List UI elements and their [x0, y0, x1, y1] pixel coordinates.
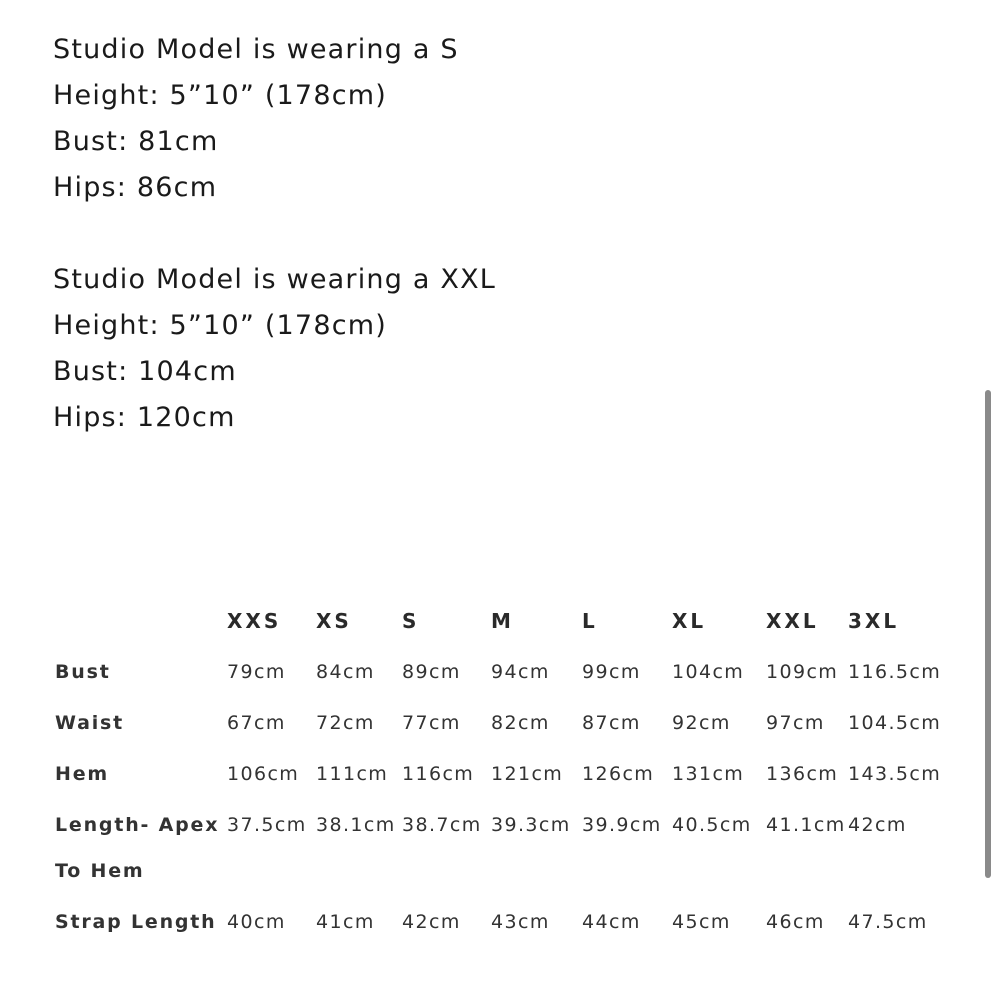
size-header-row: [55, 598, 948, 649]
row-label-line: Length- Apex: [55, 814, 220, 836]
size-header: XL: [672, 609, 707, 633]
header-spacer: [55, 598, 227, 649]
model-hips-text: Hips: 120cm: [53, 402, 236, 433]
measurement-cell: 41.1cm: [766, 814, 846, 836]
size-header: 3XL: [848, 609, 900, 633]
measurement-cell: 87cm: [582, 712, 641, 734]
size-header: XXL: [766, 609, 819, 633]
table-row-waist: [55, 700, 948, 751]
measurement-cell: 72cm: [316, 712, 375, 734]
row-label: Bust: [55, 661, 111, 683]
model-height-text: Height: 5”10” (178cm): [53, 80, 387, 111]
vertical-scrollbar-thumb[interactable]: [985, 390, 991, 878]
row-label: Strap Length: [55, 911, 217, 933]
measurement-cell: 45cm: [672, 911, 731, 933]
measurement-cell: 126cm: [582, 763, 655, 785]
measurement-cell: 97cm: [766, 712, 825, 734]
measurement-cell: 99cm: [582, 661, 641, 683]
measurement-cell: 94cm: [491, 661, 550, 683]
table-row-strap-length: [55, 899, 948, 950]
measurement-cell: 37.5cm: [227, 814, 307, 836]
measurement-cell: 38.1cm: [316, 814, 396, 836]
measurement-cell: 116.5cm: [848, 661, 942, 683]
measurement-cell: 43cm: [491, 911, 550, 933]
measurement-cell: 40cm: [227, 911, 286, 933]
measurement-cell: 121cm: [491, 763, 564, 785]
size-header: XXS: [227, 609, 282, 633]
model-bust-text: Bust: 104cm: [53, 356, 237, 387]
row-label: [55, 802, 227, 899]
measurement-cell: 92cm: [672, 712, 731, 734]
measurement-cell: 77cm: [402, 712, 461, 734]
measurement-cell: 67cm: [227, 712, 286, 734]
table-row-hem: [55, 751, 948, 802]
row-label: Hem: [55, 763, 109, 785]
measurement-cell: 38.7cm: [402, 814, 482, 836]
measurement-cell: 143.5cm: [848, 763, 942, 785]
table-row-bust: [55, 649, 948, 700]
row-label-line: To Hem: [55, 860, 145, 882]
model-height-text: Height: 5”10” (178cm): [53, 310, 387, 341]
measurement-cell: 116cm: [402, 763, 475, 785]
measurement-cell: 104cm: [672, 661, 745, 683]
size-header: M: [491, 609, 514, 633]
size-header: S: [402, 609, 420, 633]
size-header: XS: [316, 609, 352, 633]
measurement-cell: 42cm: [848, 814, 907, 836]
measurement-cell: 111cm: [316, 763, 389, 785]
model-info-size-s: [53, 27, 459, 211]
measurement-cell: 39.9cm: [582, 814, 662, 836]
table-row-length-apex-to-hem: [55, 802, 948, 899]
measurement-cell: 84cm: [316, 661, 375, 683]
model-info-size-xxl: [53, 257, 496, 441]
model-bust-text: Bust: 81cm: [53, 126, 219, 157]
measurement-cell: 82cm: [491, 712, 550, 734]
measurement-cell: 104.5cm: [848, 712, 942, 734]
measurement-cell: 131cm: [672, 763, 745, 785]
measurement-cell: 79cm: [227, 661, 286, 683]
measurement-cell: 40.5cm: [672, 814, 752, 836]
measurement-cell: 109cm: [766, 661, 839, 683]
measurement-cell: 89cm: [402, 661, 461, 683]
measurement-cell: 47.5cm: [848, 911, 928, 933]
model-wearing-text: Studio Model is wearing a XXL: [53, 264, 497, 295]
measurement-cell: 106cm: [227, 763, 300, 785]
row-label: Waist: [55, 712, 125, 734]
measurement-cell: 39.3cm: [491, 814, 571, 836]
measurement-cell: 41cm: [316, 911, 375, 933]
model-wearing-text: Studio Model is wearing a S: [53, 34, 459, 65]
measurement-cell: 46cm: [766, 911, 825, 933]
measurement-cell: 44cm: [582, 911, 641, 933]
measurement-cell: 136cm: [766, 763, 839, 785]
model-hips-text: Hips: 86cm: [53, 172, 218, 203]
measurement-cell: 42cm: [402, 911, 461, 933]
size-chart-table: [55, 598, 948, 950]
size-header: L: [582, 609, 598, 633]
